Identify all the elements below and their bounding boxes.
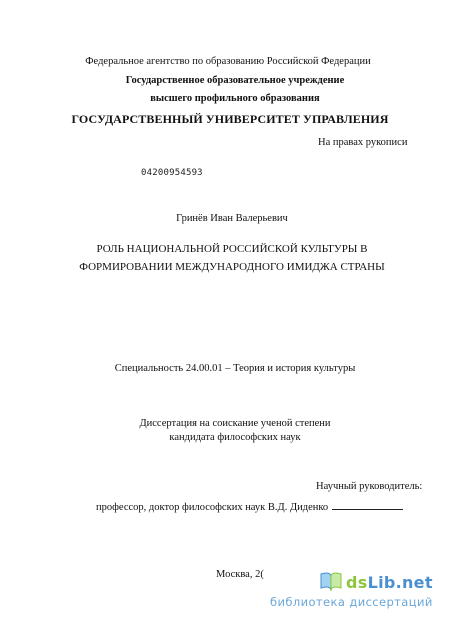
dslib-brand: [346, 573, 433, 592]
supervisor-line: [96, 500, 403, 513]
dslib-subtitle: библиотека диссертаций: [270, 595, 433, 609]
university-name: ГОСУДАРСТВЕННЫЙ УНИВЕРСИТЕТ УПРАВЛЕНИЯ: [71, 112, 389, 126]
city-year: Москва, 2(: [216, 569, 264, 580]
degree-line-1: Диссертация на соискание ученой степени: [139, 418, 331, 429]
thesis-title-line-2: ФОРМИРОВАНИИ МЕЖДУНАРОДНОГО ИМИДЖА СТРАНЫ: [79, 261, 385, 273]
dslib-watermark: [270, 567, 450, 621]
dslib-brand-ds: ds: [346, 573, 368, 592]
agency-line: Федеральное агентство по образованию Российской Федерации: [85, 56, 371, 67]
document-code: 04200954593: [141, 168, 203, 178]
institution-line-1: Государственное образовательное учреждение: [125, 75, 345, 86]
specialty-line: Специальность 24.00.01 – Теория и история культуры: [114, 363, 356, 374]
thesis-title-line-1: РОЛЬ НАЦИОНАЛЬНОЙ РОССИЙСКОЙ КУЛЬТУРЫ В: [96, 243, 368, 255]
degree-line-2: кандидата философских наук: [169, 432, 301, 443]
author-name: Гринёв Иван Валерьевич: [176, 213, 288, 224]
manuscript-rights-note: На правах рукописи: [318, 137, 408, 148]
supervisor-label: Научный руководитель:: [316, 481, 423, 492]
dslib-logo-icon: [318, 571, 344, 593]
supervisor-name: профессор, доктор философских наук В.Д. Диденко: [96, 502, 329, 513]
dslib-brand-lib: Lib.net: [367, 573, 433, 592]
signature-blank: [332, 500, 403, 510]
institution-line-2: высшего профильного образования: [150, 93, 320, 104]
